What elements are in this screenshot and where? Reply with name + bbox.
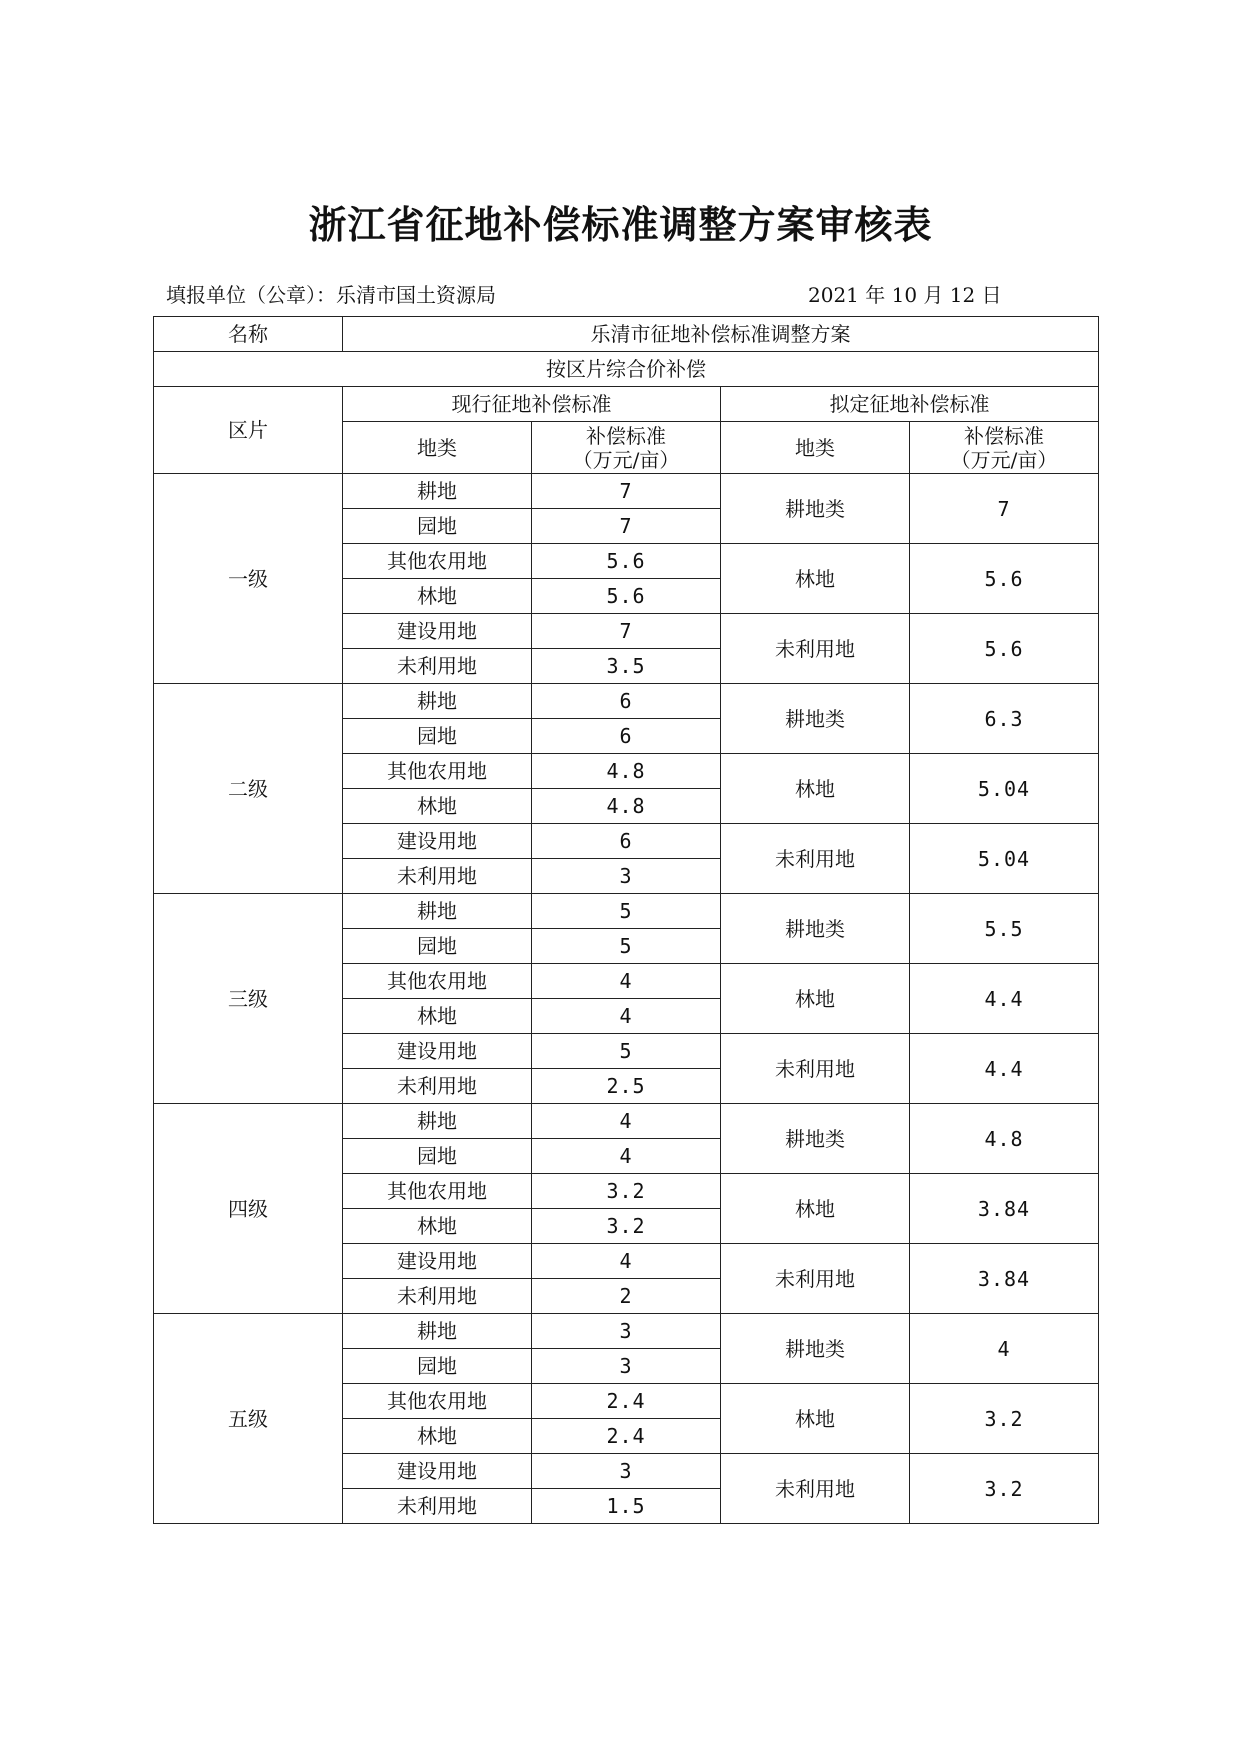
current-standard-value: 7	[532, 614, 721, 649]
proposed-land-type: 林地	[721, 754, 910, 824]
current-land-type: 其他农用地	[343, 964, 532, 999]
current-land-type: 园地	[343, 1349, 532, 1384]
current-land-type: 其他农用地	[343, 1384, 532, 1419]
current-land-type: 耕地	[343, 474, 532, 509]
current-standard-value: 3.5	[532, 649, 721, 684]
compensation-method: 按区片综合价补偿	[154, 352, 1099, 387]
name-label: 名称	[154, 317, 343, 352]
current-standard-value: 7	[532, 474, 721, 509]
current-standard-value: 3.2	[532, 1174, 721, 1209]
current-standard-value: 3	[532, 1349, 721, 1384]
proposed-land-type: 未利用地	[721, 1244, 910, 1314]
current-land-type: 林地	[343, 999, 532, 1034]
zone-name: 五级	[154, 1314, 343, 1524]
current-standard-value: 3	[532, 1314, 721, 1349]
proposed-land-type: 未利用地	[721, 614, 910, 684]
current-land-type: 建设用地	[343, 1034, 532, 1069]
current-land-type: 建设用地	[343, 1244, 532, 1279]
current-land-type: 其他农用地	[343, 1174, 532, 1209]
current-land-type: 未利用地	[343, 859, 532, 894]
std-header-line1: 补偿标准	[586, 423, 666, 448]
proposed-standard-value: 5.04	[910, 754, 1099, 824]
proposed-std-header	[910, 422, 1099, 474]
proposed-land-type-header: 地类	[721, 422, 910, 474]
proposed-land-type: 耕地类	[721, 474, 910, 544]
current-standard-value: 3	[532, 1454, 721, 1489]
proposed-standard-value: 3.84	[910, 1174, 1099, 1244]
method-row	[154, 352, 1099, 387]
current-standard-value: 4.8	[532, 754, 721, 789]
current-standard-value: 2	[532, 1279, 721, 1314]
std-header-line2: （万元/亩）	[950, 447, 1058, 472]
proposed-land-type: 林地	[721, 1384, 910, 1454]
current-standard-value: 1.5	[532, 1489, 721, 1524]
current-standard-value: 4	[532, 964, 721, 999]
zone-name: 一级	[154, 474, 343, 684]
proposed-standard-value: 4.8	[910, 1104, 1099, 1174]
proposed-land-type: 未利用地	[721, 1454, 910, 1524]
current-standard-value: 2.5	[532, 1069, 721, 1104]
proposed-land-type: 未利用地	[721, 1034, 910, 1104]
current-land-type: 未利用地	[343, 1069, 532, 1104]
table-row	[154, 1104, 1099, 1139]
table-row	[154, 474, 1099, 509]
proposed-standard-value: 3.84	[910, 1244, 1099, 1314]
proposed-standard-value: 4.4	[910, 964, 1099, 1034]
current-standard-value: 7	[532, 509, 721, 544]
current-standard-value: 4	[532, 1104, 721, 1139]
std-header-line1: 补偿标准	[964, 423, 1044, 448]
proposed-land-type: 未利用地	[721, 824, 910, 894]
current-standard-value: 4	[532, 999, 721, 1034]
current-land-type: 园地	[343, 929, 532, 964]
current-land-type: 未利用地	[343, 649, 532, 684]
current-land-type: 园地	[343, 1139, 532, 1174]
current-land-type: 园地	[343, 509, 532, 544]
proposed-land-type: 耕地类	[721, 1314, 910, 1384]
name-row	[154, 317, 1099, 352]
zone-header: 区片	[154, 387, 343, 474]
current-standard-value: 3.2	[532, 1209, 721, 1244]
current-land-type: 建设用地	[343, 614, 532, 649]
current-land-type: 耕地	[343, 1314, 532, 1349]
current-land-type: 耕地	[343, 684, 532, 719]
proposed-standard-value: 4.4	[910, 1034, 1099, 1104]
current-std-header	[532, 422, 721, 474]
current-land-type: 其他农用地	[343, 754, 532, 789]
current-land-type: 耕地	[343, 1104, 532, 1139]
proposed-standard-value: 6.3	[910, 684, 1099, 754]
current-standard-value: 5	[532, 929, 721, 964]
current-standard-value: 3	[532, 859, 721, 894]
current-land-type: 建设用地	[343, 1454, 532, 1489]
current-land-type-header: 地类	[343, 422, 532, 474]
current-standard-value: 6	[532, 719, 721, 754]
compensation-table	[153, 316, 1099, 1524]
current-land-type: 未利用地	[343, 1279, 532, 1314]
current-land-type: 林地	[343, 579, 532, 614]
proposed-standard-value: 4	[910, 1314, 1099, 1384]
current-standard-value: 4.8	[532, 789, 721, 824]
table-row	[154, 894, 1099, 929]
current-standard-value: 4	[532, 1244, 721, 1279]
proposed-standard-value: 5.6	[910, 614, 1099, 684]
proposed-standard-value: 5.04	[910, 824, 1099, 894]
zone-name: 二级	[154, 684, 343, 894]
current-land-type: 林地	[343, 1209, 532, 1244]
current-standard-value: 6	[532, 824, 721, 859]
table-row	[154, 1314, 1099, 1349]
current-land-type: 其他农用地	[343, 544, 532, 579]
current-standard-header: 现行征地补偿标准	[343, 387, 721, 422]
proposed-standard-value: 3.2	[910, 1454, 1099, 1524]
zone-name: 四级	[154, 1104, 343, 1314]
proposed-standard-value: 7	[910, 474, 1099, 544]
current-standard-value: 2.4	[532, 1419, 721, 1454]
current-land-type: 建设用地	[343, 824, 532, 859]
std-header-line2: （万元/亩）	[572, 447, 680, 472]
proposed-land-type: 耕地类	[721, 894, 910, 964]
current-land-type: 未利用地	[343, 1489, 532, 1524]
current-land-type: 林地	[343, 1419, 532, 1454]
proposed-standard-value: 5.5	[910, 894, 1099, 964]
current-standard-value: 6	[532, 684, 721, 719]
proposed-land-type: 林地	[721, 544, 910, 614]
scheme-name: 乐清市征地补偿标准调整方案	[343, 317, 1099, 352]
proposed-land-type: 林地	[721, 1174, 910, 1244]
header-row-1	[154, 387, 1099, 422]
proposed-land-type: 耕地类	[721, 684, 910, 754]
proposed-standard-value: 5.6	[910, 544, 1099, 614]
current-land-type: 园地	[343, 719, 532, 754]
proposed-land-type: 耕地类	[721, 1104, 910, 1174]
proposed-standard-header: 拟定征地补偿标准	[721, 387, 1099, 422]
proposed-standard-value: 3.2	[910, 1384, 1099, 1454]
current-standard-value: 5.6	[532, 544, 721, 579]
report-date: 2021 年 10 月 12 日	[808, 283, 1002, 307]
current-standard-value: 2.4	[532, 1384, 721, 1419]
current-standard-value: 4	[532, 1139, 721, 1174]
current-land-type: 林地	[343, 789, 532, 824]
table-row	[154, 684, 1099, 719]
current-standard-value: 5	[532, 894, 721, 929]
zone-name: 三级	[154, 894, 343, 1104]
proposed-land-type: 林地	[721, 964, 910, 1034]
current-land-type: 耕地	[343, 894, 532, 929]
document-title: 浙江省征地补偿标准调整方案审核表	[308, 203, 933, 247]
current-standard-value: 5.6	[532, 579, 721, 614]
reporting-unit: 填报单位（公章）：乐清市国土资源局	[166, 283, 496, 307]
current-standard-value: 5	[532, 1034, 721, 1069]
